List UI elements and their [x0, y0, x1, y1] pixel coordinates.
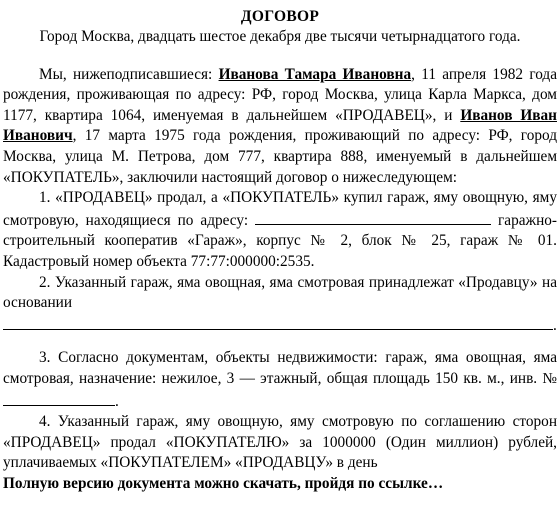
spacer [3, 336, 557, 348]
clause-1-text-after: гаражно-строительный кооператив «Гараж», корпус № 2, блок № 25, гараж № 01. Кадастровый номер объекта 77:77:000000:2535. [3, 211, 557, 270]
buyer-details: , 17 марта 1975 года рождения, проживающий по адресу: РФ, город Москва, улица М. Петрова, дом 777, квартира 888, именуемый в дальнейшем «ПОКУПАТЕЛЬ», заключили настоящий договор о нижеследующем: [3, 127, 557, 186]
intro-we: Мы, нижеподписавшиеся: [39, 65, 219, 83]
clause-1 [3, 188, 557, 272]
intro-paragraph [3, 65, 557, 189]
buyer-name: Иванов Иван Иванович [3, 106, 557, 145]
inventory-number-blank-field[interactable] [3, 390, 115, 406]
document-title: ДОГОВОР [240, 8, 320, 25]
clause-1-text-before: 1. «ПРОДАВЕЦ» продал, а «ПОКУПАТЕЛЬ» купил гараж, яму овощную, яму смотровую, находящиеся по адресу: [3, 189, 557, 229]
basis-blank-field[interactable] [3, 314, 553, 330]
seller-name: Иванова Тамара Ивановна [218, 65, 412, 83]
seller-details: , 11 апреля 1982 года рождения, проживающая по адресу: РФ, город Москва, улица Карла Маркса, дом 1177, квартира 1064, именуемая в дальнейшем «ПРОДАВЕЦ», и [3, 65, 557, 124]
clause-2 [3, 273, 557, 314]
place-date-line: Город Москва, двадцать шестое декабря две тысячи четырнадцатого года. [39, 28, 521, 45]
clause-2-text: 2. Указанный гараж, яма овощная, яма смотровая принадлежат «Продавцу» на основании [3, 273, 557, 312]
download-full-version-link[interactable]: Полную версию документа можно скачать, пройдя по ссылке… [3, 474, 444, 492]
clause-3-text-after: . [115, 392, 119, 410]
clause-2-basis-line [3, 314, 557, 337]
clause-2-end: . [553, 316, 557, 334]
clause-4 [3, 412, 557, 474]
address-blank-field[interactable] [255, 209, 491, 225]
clause-4-text: 4. Указанный гараж, яму овощную, яму смотровую по соглашению сторон «ПРОДАВЕЦ» продал «ПОКУПАТЕЛЮ» за 1000000 (Один миллион) рублей, уплачиваемых «ПОКУПАТЕЛЕМ» «ПРОДАВЦУ» в день [3, 413, 557, 472]
clause-3-text-before: 3. Согласно документам, объекты недвижимости: гараж, яма овощная, яма смотровая, назначение: нежилое, 3 — этажный, общая площадь 150 кв. м., инв. № [3, 349, 557, 387]
clause-3 [3, 348, 557, 412]
